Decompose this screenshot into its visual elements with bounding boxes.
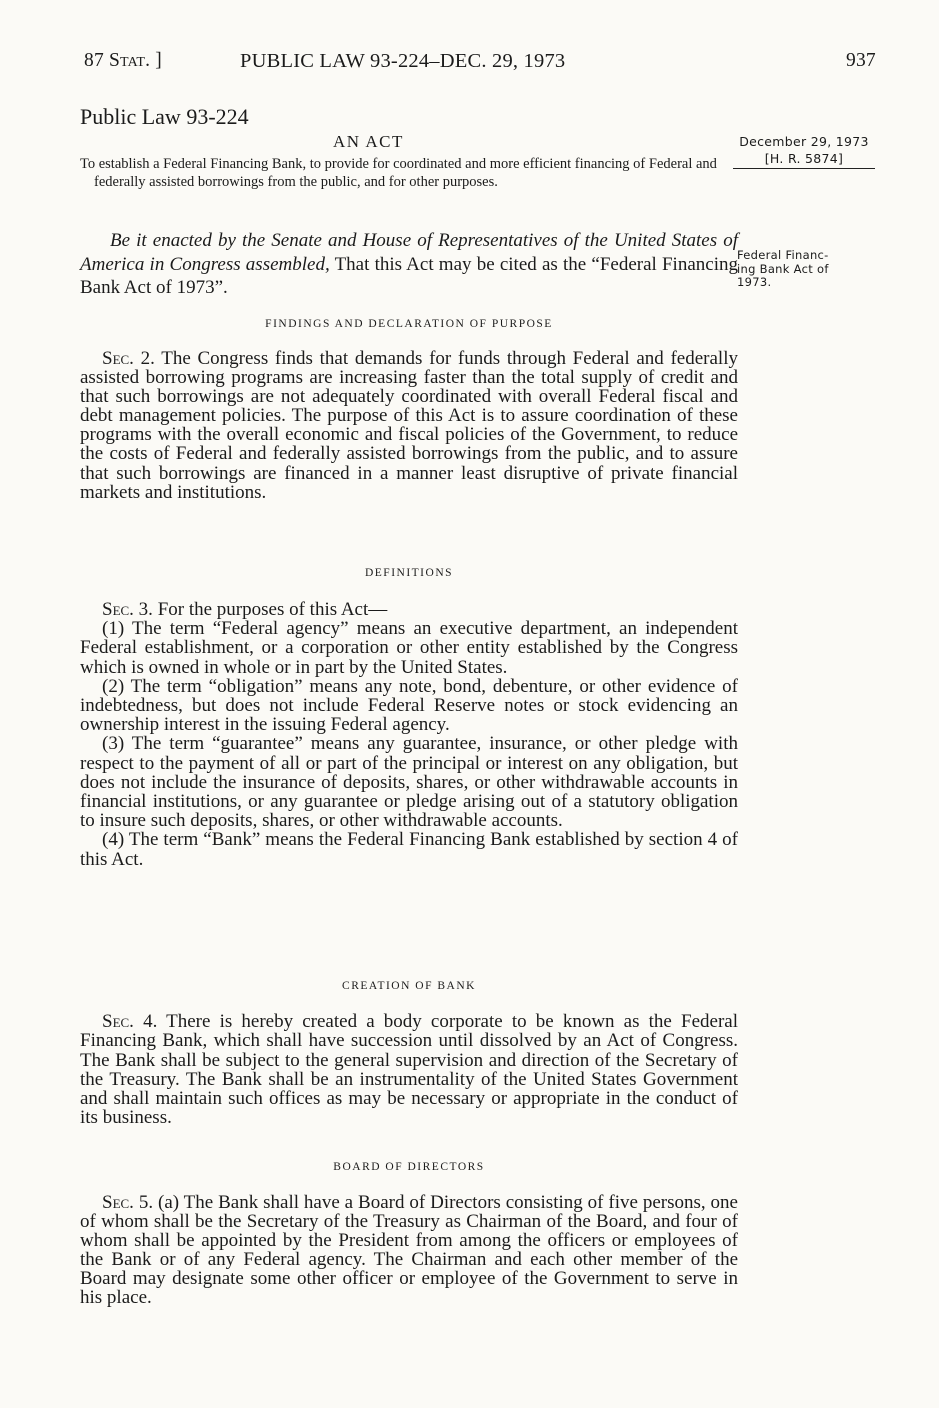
section-4-body: There is hereby created a body corporate to be known as the Federal Financing Bank, which shall have succession until dissolved by an Act of Congress. The Bank shall be subject to the general supervision and direction of the Secretary of the Treasury. The Bank shall be an instrumentality of the United States Government and shall maintain such offices as may be necessary or appropriate in the conduct of its business. <box>80 1011 738 1129</box>
definition-4: (4) The term “Bank” means the Federal Financing Bank established by section 4 of this Act. <box>80 829 738 870</box>
definition-1: (1) The term “Federal agency” means an executive department, an independent Federal establishment, or a corporation or other entity established by the Congress which is owned in whole or in part by the United States. <box>80 618 738 678</box>
heading-definitions: DEFINITIONS <box>364 567 454 579</box>
section-5 <box>80 1193 738 1308</box>
section-2-label: Sec. 2. <box>102 348 155 369</box>
section-3-intro <box>80 600 738 619</box>
act-purpose: To establish a Federal Financing Bank, to provide for coordinated and more efficient financing of Federal and federally assisted borrowings from the public, and for other purposes. <box>80 156 717 190</box>
section-5-text <box>80 1193 738 1308</box>
margin-rule <box>733 168 875 169</box>
act-title: AN ACT <box>333 132 404 151</box>
margin-note-short-title <box>737 249 877 290</box>
section-3-label: Sec. 3. <box>102 599 153 620</box>
enacting-clause <box>80 229 738 300</box>
margin-note-line-3: 1973. <box>737 275 772 289</box>
section-4-label: Sec. 4. <box>102 1011 158 1032</box>
section-5-label: Sec. 5. <box>102 1192 154 1213</box>
section-2-body: The Congress finds that demands for funds through Federal and federally assisted borrowing programs are increasing faster than the total supply of credit and that such borrowings are not adequately coordinated with overall Federal fiscal and debt management policies. The purpose of this Act is to assure coordination of these programs with the overall economic and fiscal policies of the Government, to reduce the costs of Federal and federally assisted borrowings from the public, and to assure that such borrowings are financed in a manner least disruptive of private financial markets and institutions. <box>80 348 738 503</box>
margin-date-block <box>733 133 875 169</box>
margin-date: December 29, 1973 <box>739 134 869 149</box>
section-4-text <box>80 1012 738 1128</box>
page-number: 937 <box>846 50 876 71</box>
public-law-number: Public Law 93-224 <box>80 104 249 129</box>
header-title: PUBLIC LAW 93-224–DEC. 29, 1973 <box>240 50 566 72</box>
section-4 <box>80 1012 738 1128</box>
header-volume: 87 Stat. ] <box>84 50 163 71</box>
definition-2: (2) The term “obligation” means any note, bond, debenture, or other evidence of indebtedness, but does not include Federal Reserve notes or stock evidencing an ownership interest in the issuing Federal agency. <box>80 675 738 736</box>
section-3-intro-text: For the purposes of this Act— <box>152 599 388 620</box>
short-title-text: That this Act may be cited as the “Federal Financing Bank Act of 1973”. <box>80 253 738 299</box>
section-2 <box>80 349 738 502</box>
margin-note-line-1: Federal Financ- <box>737 248 829 262</box>
heading-board-of-directors: BOARD OF DIRECTORS <box>333 1161 485 1173</box>
heading-creation-of-bank: CREATION OF BANK <box>342 980 476 992</box>
enacting-formula: Be it enacted by the Senate and House of Representatives of the United States of America in Congress assembled, <box>80 230 738 275</box>
margin-bill-number: [H. R. 5874] <box>764 151 844 166</box>
margin-note-line-2: ing Bank Act of <box>737 261 829 276</box>
section-5-body: (a) The Bank shall have a Board of Directors consisting of five persons, one of whom shall be the Secretary of the Treasury as Chairman of the Board, and four of whom shall be appointed by the President from among the officers or employees of the Bank or of any Federal agency. The Chairman and each other member of the Board may designate some other officer or employee of the Government to serve in his place. <box>80 1192 738 1309</box>
section-3 <box>80 600 738 869</box>
section-2-text <box>80 349 738 502</box>
definition-3: (3) The term “guarantee” means any guarantee, insurance, or other pledge with respect to the payment of all or part of the principal or interest on any obligation, but does not include the insurance of deposits, shares, or other withdrawable accounts in financial institutions, or any guarantee or pledge arising out of a statutory obligation to insure such deposits, shares, or other withdrawable accounts. <box>80 733 738 832</box>
heading-findings: FINDINGS AND DECLARATION OF PURPOSE <box>265 318 553 330</box>
